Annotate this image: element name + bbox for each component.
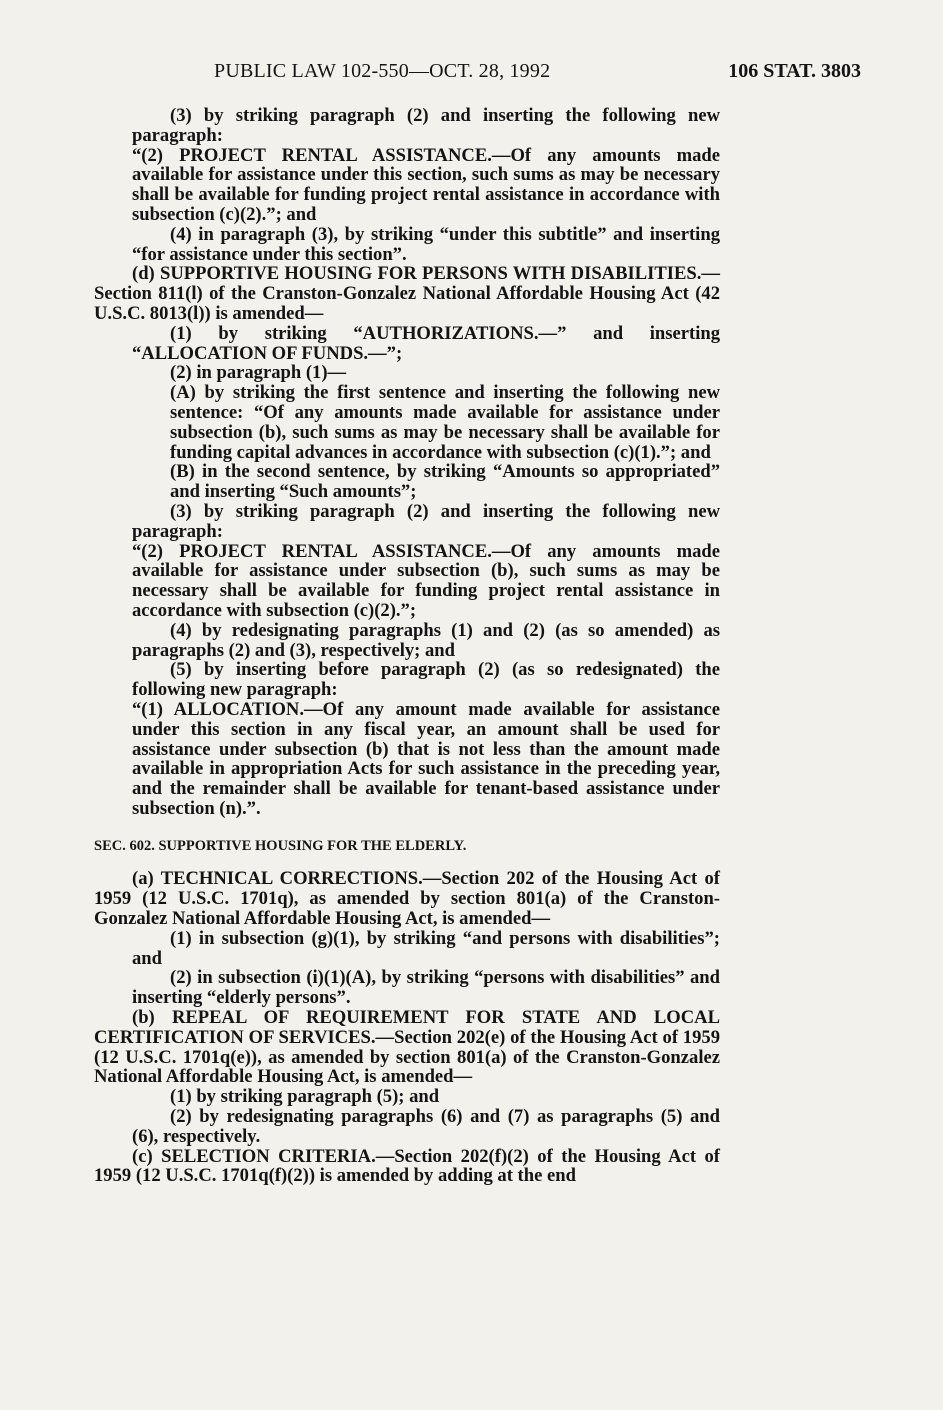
paragraph: (2) by redesignating paragraphs (6) and (7) as paragraphs (5) and (6), respectively. [132, 1106, 720, 1147]
subsection-heading-paragraph: (c) SELECTION CRITERIA.—Section 202(f)(2) of the Housing Act of 1959 (12 U.S.C. 1701q(f)(2)) is amended by adding at the end [94, 1145, 720, 1187]
subparagraph: (B) in the second sentence, by striking “Amounts so appropriated” and inserting “Such amounts”; [170, 461, 720, 503]
quoted-paragraph: “(2) PROJECT RENTAL ASSISTANCE.—Of any amounts made available for assistance under subsection (b), such sums as may be necessary shall be available for funding project rental assistance in accordance with subsection (c)(2).”; [132, 540, 720, 621]
paragraph: (5) by inserting before paragraph (2) (as so redesignated) the following new paragraph: [132, 659, 720, 701]
quoted-paragraph: “(1) ALLOCATION.—Of any amount made available for assistance under this section in any fiscal year, an amount shall be used for assistance under subsection (b) that is not less than the amount made available in appropriation Acts for such assistance in the preceding year, and the remainder shall be available for tenant-based assistance under subsection (n).”. [132, 698, 720, 819]
paragraph: (1) by striking “AUTHORIZATIONS.—” and inserting “ALLOCATION OF FUNDS.—”; [132, 322, 720, 364]
paragraph: (4) in paragraph (3), by striking “under this subtitle” and inserting “for assistance under this section”. [132, 223, 720, 265]
subparagraph: (A) by striking the first sentence and inserting the following new sentence: “Of any amounts made available for assistance under subsection (b), such sums as may be necessary shall be available for funding capital advances in accordance with subsection (c)(1).”; and [170, 382, 720, 463]
running-head: PUBLIC LAW 102-550—OCT. 28, 1992 [214, 60, 551, 82]
paragraph: (3) by striking paragraph (2) and inserting the following new paragraph: [132, 105, 720, 146]
quoted-paragraph: “(2) PROJECT RENTAL ASSISTANCE.—Of any amounts made available for assistance under this section, such sums as may be necessary shall be available for funding project rental assistance in accordance with subsection (c)(2).”; and [132, 144, 720, 225]
statute-page-number: 106 STAT. 3803 [728, 60, 861, 82]
subsection-heading-paragraph: (a) TECHNICAL CORRECTIONS.—Section 202 of the Housing Act of 1959 (12 U.S.C. 1701q), as amended by section 801(a) of the Cranston-Gonzalez National Affordable Housing Act, is amended— [94, 868, 720, 930]
subsection-heading-paragraph: (d) SUPPORTIVE HOUSING FOR PERSONS WITH DISABILITIES.—Section 811(l) of the Cranston-Gonzalez National Affordable Housing Act (42 U.S.C. 8013(l)) is amended— [94, 263, 720, 324]
paragraph: (3) by striking paragraph (2) and inserting the following new paragraph: [132, 500, 720, 542]
paragraph: (1) in subsection (g)(1), by striking “and persons with disabilities”; and [132, 927, 720, 969]
paragraph: (2) in subsection (i)(1)(A), by striking “persons with disabilities” and inserting “elderly persons”. [132, 967, 720, 1009]
paragraph: (1) by striking paragraph (5); and [170, 1086, 440, 1108]
document-body [94, 106, 720, 1186]
paragraph: (2) in paragraph (1)— [170, 362, 347, 384]
section-heading: SEC. 602. SUPPORTIVE HOUSING FOR THE ELDERLY. [94, 837, 467, 854]
subsection-heading-paragraph: (b) REPEAL OF REQUIREMENT FOR STATE AND LOCAL CERTIFICATION OF SERVICES.—Section 202(e) of the Housing Act of 1959 (12 U.S.C. 1701q(e)), as amended by section 801(a) of the Cranston-Gonzalez National Affordable Housing Act, is amended— [94, 1007, 720, 1088]
page-header [0, 60, 943, 90]
paragraph: (4) by redesignating paragraphs (1) and (2) (as so amended) as paragraphs (2) and (3), respectively; and [132, 619, 720, 661]
